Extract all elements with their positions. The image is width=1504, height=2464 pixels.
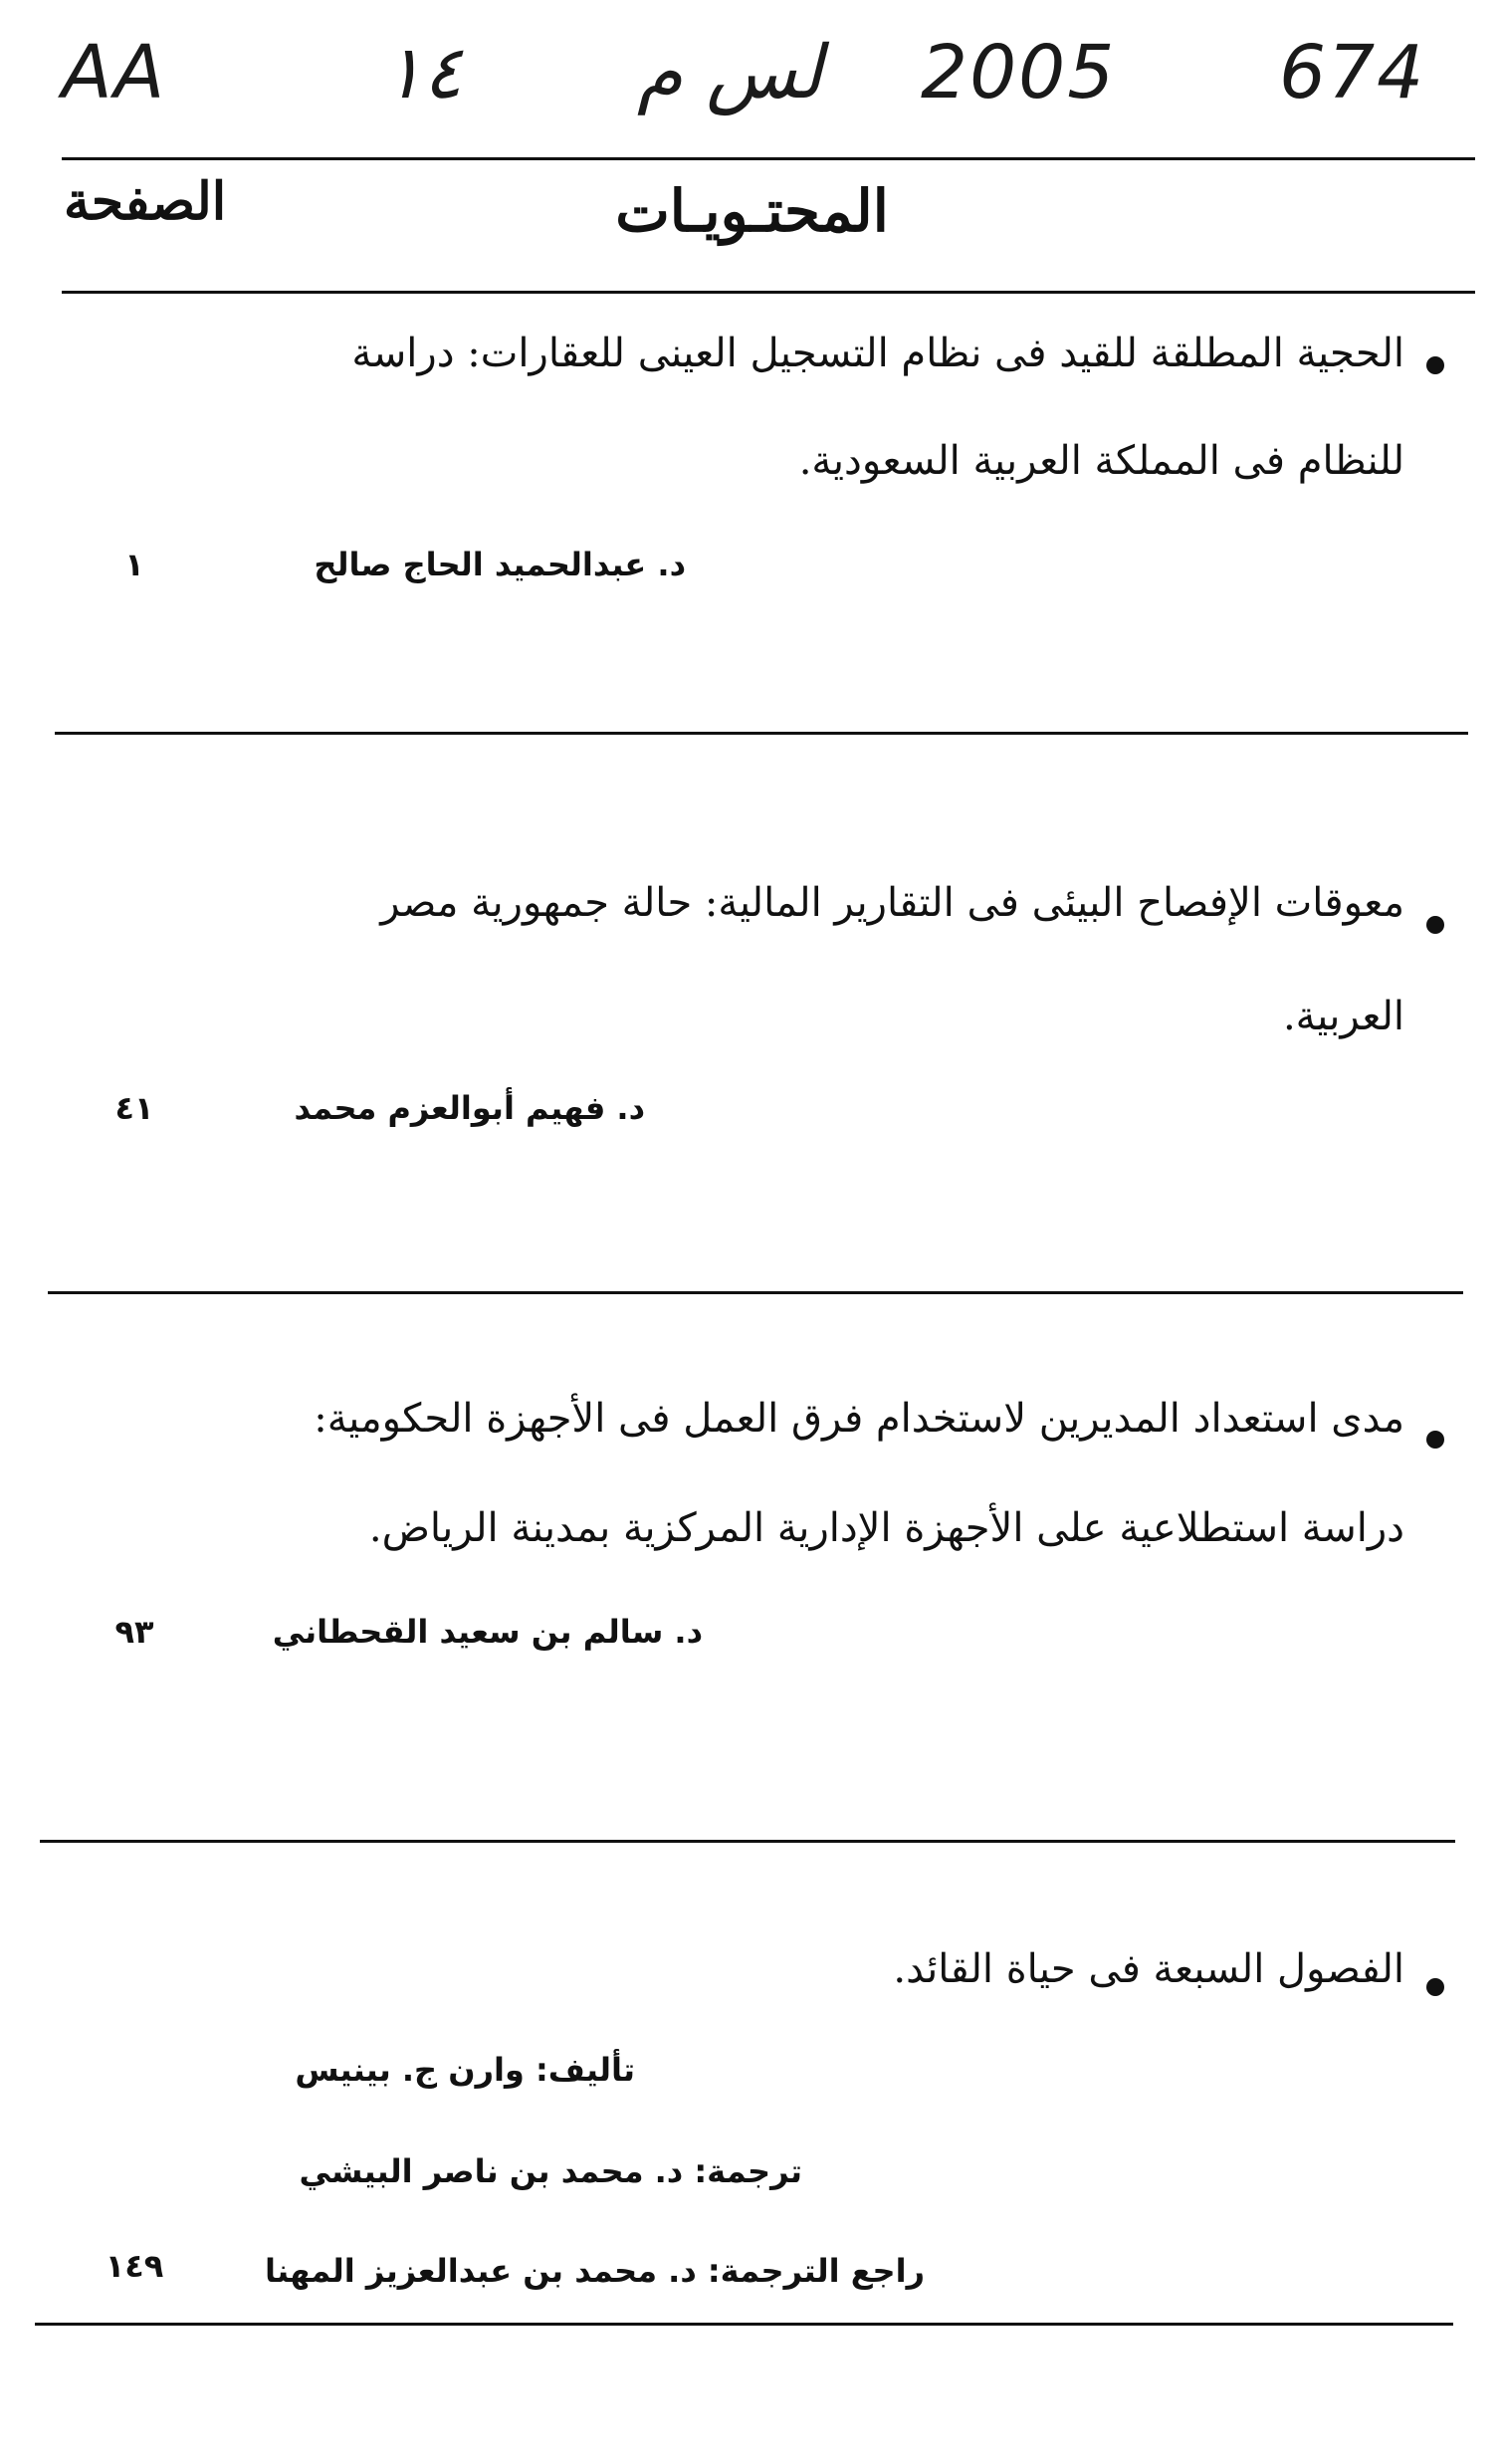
bullet-icon <box>1426 1978 1444 1996</box>
page-title: المحتـويـات <box>615 177 889 245</box>
entry-author: د. سالم بن سعيد القحطاني <box>272 1613 703 1651</box>
footer-rule <box>35 2323 1453 2326</box>
entry-title-line: معوقات الإفصاح البيئى فى التقارير المالية: حالة جمهورية مصر <box>380 880 1404 926</box>
entry-page-number: ١ <box>124 546 144 583</box>
handwritten-note-1: AA <box>62 30 167 115</box>
page-column-label: الصفحة <box>64 171 227 232</box>
entry-title-line: العربية. <box>1282 994 1404 1039</box>
entry-title-line: مدى استعداد المديرين لاستخدام فرق العمل فى الأجهزة الحكومية: <box>314 1396 1404 1442</box>
entry-credit: تأليف: وارن ج. بينيس <box>295 2051 635 2089</box>
entry-title-line: للنظام فى المملكة العربية السعودية. <box>798 438 1404 484</box>
entry-page-number: ١٤٩ <box>105 2247 164 2285</box>
entry-author: د. عبدالحميد الحاج صالح <box>314 546 686 583</box>
entry-page-number: ٤١ <box>114 1089 154 1127</box>
entry-divider <box>55 732 1468 735</box>
handwritten-note-2: ١٤ <box>383 30 463 115</box>
header-bottom-rule <box>62 291 1475 294</box>
bullet-icon <box>1426 1431 1444 1449</box>
entry-divider <box>40 1840 1455 1843</box>
entry-title-line: دراسة استطلاعية على الأجهزة الإدارية المركزية بمدينة الرياض. <box>368 1505 1404 1551</box>
entry-credit: راجع الترجمة: د. محمد بن عبدالعزيز المهنا <box>265 2252 925 2290</box>
entry-title-line: الحجية المطلقة للقيد فى نظام التسجيل العينى للعقارات: دراسة <box>351 331 1404 376</box>
handwritten-note-4: 2005 <box>921 30 1117 115</box>
header-top-rule <box>62 157 1475 160</box>
entry-divider <box>48 1291 1463 1294</box>
entry-author: د. فهيم أبوالعزم محمد <box>294 1089 645 1127</box>
entry-page-number: ٩٣ <box>114 1613 154 1651</box>
entry-credit: ترجمة: د. محمد بن ناصر البيشي <box>299 2152 802 2190</box>
handwritten-note-3: ﻟﺲ م <box>637 30 823 115</box>
handwritten-note-5: 674 <box>1279 30 1426 115</box>
bullet-icon <box>1426 916 1444 934</box>
entry-title-line: الفصول السبعة فى حياة القائد. <box>893 1946 1404 1992</box>
bullet-icon <box>1426 356 1444 374</box>
